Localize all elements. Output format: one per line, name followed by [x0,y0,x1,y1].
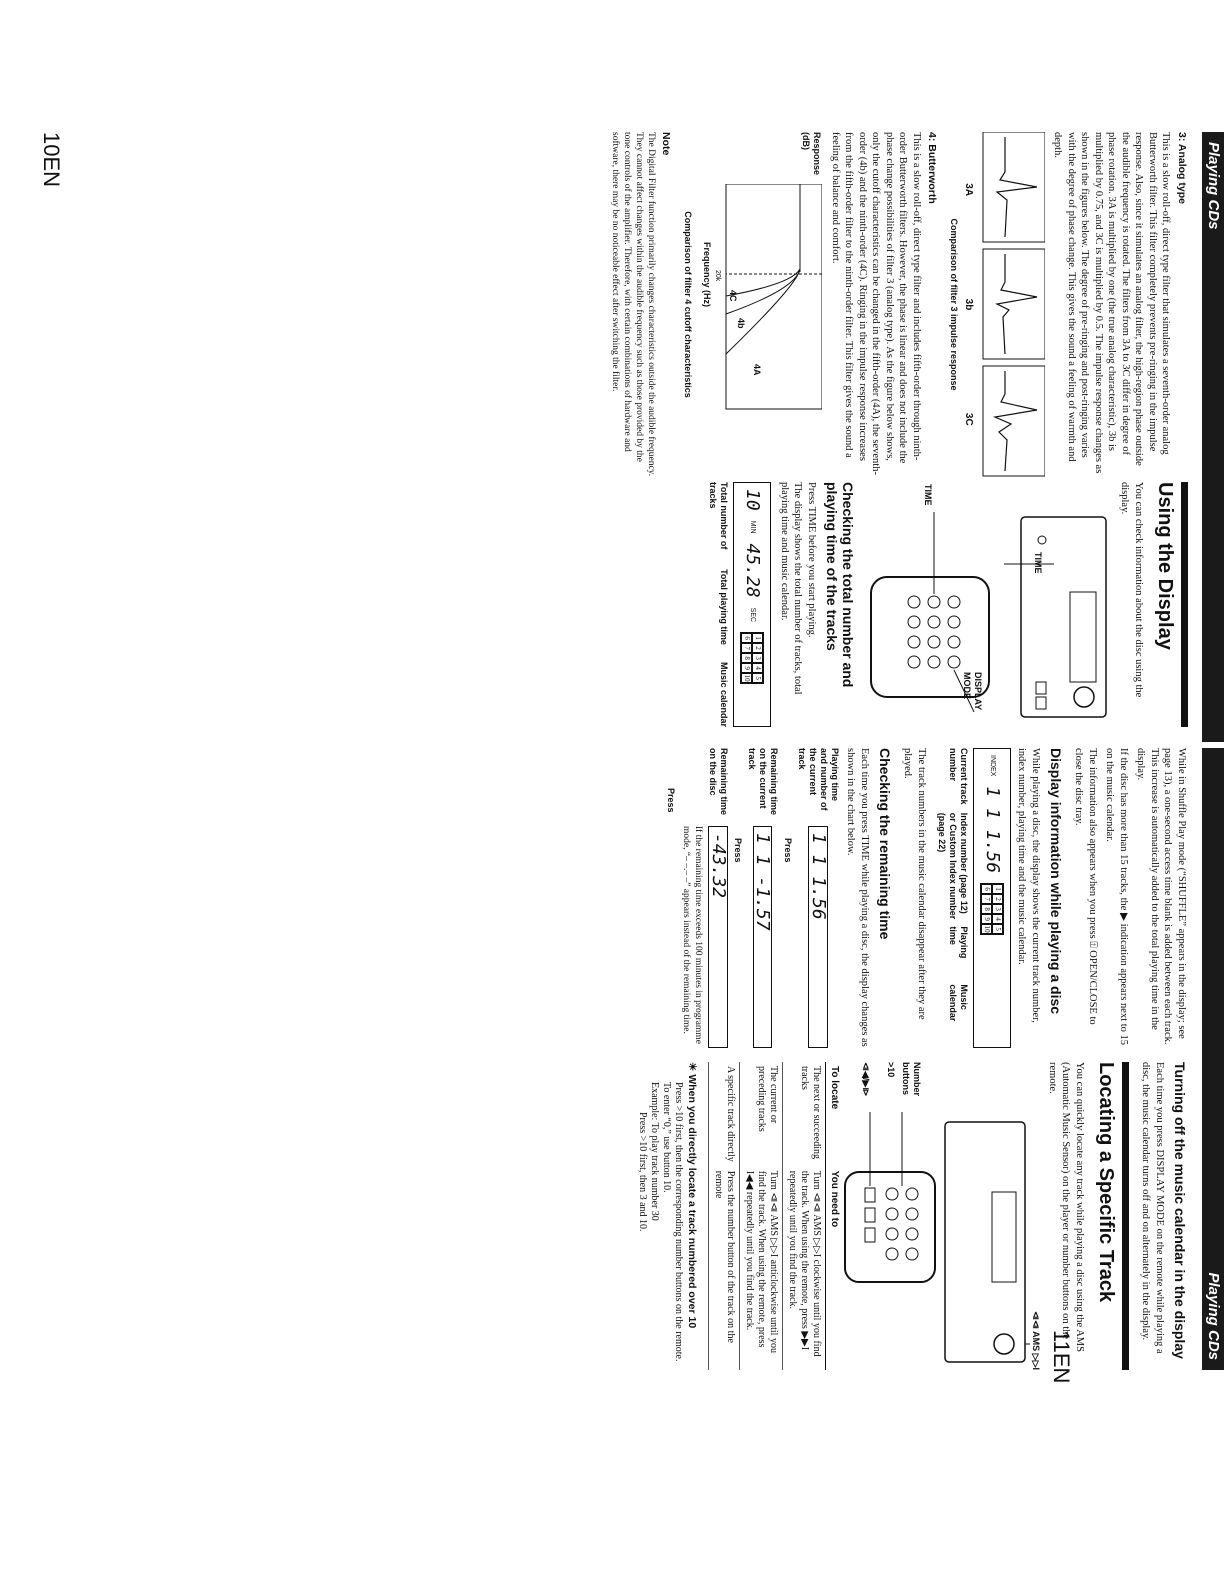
row-label: Playing time and number of the current track [797,748,840,811]
cal-cell: 2 [992,894,1003,904]
shuffle-text: While in Shuffle Play mode (“SHUFFLE” appears in the display; see page 13), a one-second access time blank is added between each track. This increase is automatically added to the total playing time in the display. [1135,748,1187,1045]
using-display-title: Using the Display [1153,482,1188,727]
analog-heading: 3: Analog type [1176,132,1188,204]
cal-cell: 6 [742,633,753,643]
cal-cell: 8 [981,904,992,914]
tip-example: Example: To play track number 30 [649,1082,661,1221]
impulse-label-3b: 3b [963,298,974,311]
row-label: Remaining time on the current track [747,748,779,816]
table-cell: Turn ⧏⧏ AMS ▷▷I anticlockwise until you find the track. When using the remote, press I◀◀ repeatedly until you find the track. [740,1167,783,1370]
cal-cell: 9 [742,663,753,673]
freq-tick: 20k [714,270,722,282]
remaining-row [746,748,779,1048]
press-label: Press [783,838,793,863]
table-cell: A specific track directly [709,1062,740,1167]
header-right: Playing CDs [1202,748,1224,1370]
cal-cell: 4 [753,663,764,673]
cal-cell: 9 [981,914,992,924]
skip-label: ⧏◀/▶⧐ [861,1062,872,1097]
table-cell: Turn ⧏⧏ AMS ▷▷I clockwise until you find the track. When using the remote, press ▶▶I repeatedly until you find the track. [783,1167,826,1370]
tip-text: Press >10 first, then the corresponding number buttons on the remote. To enter “0,” use button 10. [661,1082,685,1362]
time-label-remote: TIME [923,484,933,506]
remaining-heading: Checking the remaining time [877,748,893,940]
cal-cell: 4 [992,914,1003,924]
cap-current-track: Current track number [948,748,969,805]
cal-cell: 6 [981,884,992,894]
curve-label-4a: 4A [752,364,763,376]
cap-music-calendar: Music calendar [719,661,730,727]
row-lcd: -43.32 [708,826,728,1048]
play-display-lcd [973,748,1011,1048]
table-row [783,1062,826,1370]
header-left: Playing CDs [1202,132,1224,742]
lcd-total-tracks: 10 [742,489,764,511]
check-total-heading: Checking the total number and playing time of the tracks [824,482,856,688]
table-cell: The next or succeeding tracks [783,1062,826,1167]
player-remote-illustration [864,482,1114,727]
time-label-player: TIME [1033,552,1043,574]
lightbulb-icon: ☀ [686,1062,699,1075]
cal-cell: 5 [992,924,1003,934]
over15-text: If the disc has more than 15 tracks, the ▶ indication appears next to 15 on the music calendar. [1104,748,1129,1046]
response-axis-label: Response (dB) [801,132,823,176]
cal-cell: 8 [742,653,753,663]
cutoff-caption: Comparison of filter 4 cutoff characteristics [683,211,694,398]
table-cell: The current or preceding tracks [740,1062,783,1167]
gt10-label: >10 [886,1062,897,1078]
lcd-min-label: MIN [749,520,757,534]
note-text: The Digital Filter function primarily changes characteristics outside the audible frequency. They cannot affect changes within the audible frequency such as those provided by the tone controls of the amplifier. Therefore, with certain combinations of hardware and software, there may be no noticeable effect after switching the filter. [610,132,656,477]
open-close-text: The information also appears when you press ⍐ OPEN/CLOSE to close the disc tray. [1073,748,1098,1025]
cal-cell: 1 [753,633,764,643]
press-label: Press [733,838,743,863]
cal-cell: 10 [743,674,752,682]
display-info-text: While playing a disc, the display shows the current track number, index number, playing time and the music calendar. [1016,748,1041,1023]
tip-heading-text: When you directly locate a track numbered over 10 [686,1074,699,1329]
page-number-left: 10EN [39,132,64,188]
column-filters [605,132,1188,477]
column-display-info [665,748,1188,1048]
cal-cell: 10 [983,925,991,933]
locate-intro: You can quickly locate any track while playing a disc using the AMS (Automatic Music Sensor) on the player or number buttons on the remote. [1047,1062,1085,1352]
over100-text: If the remaining time exceeds 100 minutes in programme mode, “– –.– –” appears instead of the remaining time. [681,826,703,1044]
tip-heading [687,1062,699,1370]
music-calendar-play [980,883,1004,935]
lcd-total-time: 45.28 [742,543,764,598]
butterworth-text: This is a slow roll-off, direct type filter and includes fifth-order through ninth-order Butterworth filters. However, the phase is linear and does not include the phase change possibilities of filter 3 (analog type). As the figure below shows, only the cutoff characteristics can be changed in the fifth-order (4A), the seventh-order (4b) and the ninth-order (4C). Ringing in the impulse response increases from the fifth-order filter to the ninth-order filter. This filter gives the sound a feeling of balance and comfort. [830,132,922,475]
display-info-heading: Display information while playing a disc [1048,748,1064,1015]
butterworth-heading: 4: Butterworth [926,132,939,204]
music-calendar [741,632,765,684]
remaining-text: Each time you press TIME while playing a disc, the display changes as shown in the chart below. [845,748,870,1047]
cal-cell: 1 [992,884,1003,894]
tip-example2: Press >10 first, then 3 and 10. [637,1112,649,1232]
check-total-text2: The display shows the total number of tracks, total playing time and music calendar. [779,482,804,695]
impulse-box-3c [983,366,1045,476]
using-display-intro: You can check information about the disc using the display. [1119,482,1144,698]
check-total-text1: Press TIME before you start playing. [806,482,817,638]
impulse-label-3c: 3C [963,412,974,426]
remaining-chart [665,748,840,1048]
disappear-text: The track numbers in the music calendar disappear after they are played. [902,748,927,1020]
impulse-box-3b [983,249,1045,359]
lcd-sec-label: SEC [749,607,757,623]
total-display-lcd [734,482,772,727]
impulse-response-figure [975,132,1045,477]
ams-label: ⧏⧏ AMS ▷▷I [1031,1310,1042,1370]
impulse-label-3a: 3A [963,183,974,197]
curve-label-4b: 4b [736,318,747,329]
lcd-play: 1 1 1.56 [981,786,1003,874]
music-calendar-text: Each time you press DISPLAY MODE on the remote while playing a disc, the music calendar turns off and on alternately in the display. [1140,1062,1165,1354]
press-label: Press [666,788,676,813]
music-calendar-heading: Turning off the music calendar in the display [1172,1062,1188,1359]
row-lcd: 1 1 -1.57 [753,826,773,1048]
cal-cell: 3 [753,653,764,663]
frequency-axis-label: Frequency (Hz) [702,242,713,308]
number-buttons-label: Number buttons [901,1062,923,1097]
cap-music-calendar-2: Music calendar [948,984,969,1022]
table-row [740,1062,783,1370]
locate-table [709,1062,843,1370]
cap-total-tracks: Total number of tracks [708,482,730,550]
note-heading: Note [660,132,673,156]
remaining-row [707,748,729,1048]
display-mode-label: DISPLAY MODE [962,672,983,711]
cal-cell: 5 [753,673,764,683]
analog-text: This is a slow roll-off, direct type filter that simulates a seventh-order analog Butterworth filter. This filter completely prevents pre-ringing in the impulse response. Also, since it simulates an analog filter, the high-region phase outside the audible frequency is rotated. The filters from 3A to 3C differ in degree of phase rotation. 3A is multiplied by one (the true analog characteristic), 3b is multiplied by 0.75, and 3C is multiplied by 0.5. The impulse response changes as shown in the figures below. The degree of pre-ringing and post-ringing varies with the degree of phase change. This gives the sound a feeling of warmth and depth. [1052,132,1172,474]
cap-index-number: Index number (page 12) or Custom Index number (page 22) [937,812,969,920]
row-lcd: 1 1 1.56 [808,826,828,1048]
table-row [709,1062,740,1370]
column-locate-track [637,1062,1189,1370]
tip-box [637,1062,699,1370]
cap-total-time: Total playing time [719,569,730,645]
column-using-display [708,482,1189,727]
page-number-right: 11EN [1049,1330,1074,1384]
row-label: Remaining time on the disc [708,748,729,816]
cap-playing-time: Playing time [948,926,969,959]
cal-cell: 3 [992,904,1003,914]
remaining-row [796,748,840,1048]
lcd-index-label: INDEX [988,755,996,777]
table-cell: Press the number button of the track on the remote [709,1167,740,1370]
impulse-caption: Comparison of filter 3 impulse response [949,218,960,391]
locate-title: Locating a Specific Track [1094,1062,1129,1370]
table-header: You need to [826,1167,843,1370]
table-header: To locate [826,1062,843,1167]
cal-cell: 7 [981,894,992,904]
cal-cell: 7 [742,643,753,653]
curve-label-4c: 4C [728,290,739,302]
cal-cell: 2 [753,643,764,653]
